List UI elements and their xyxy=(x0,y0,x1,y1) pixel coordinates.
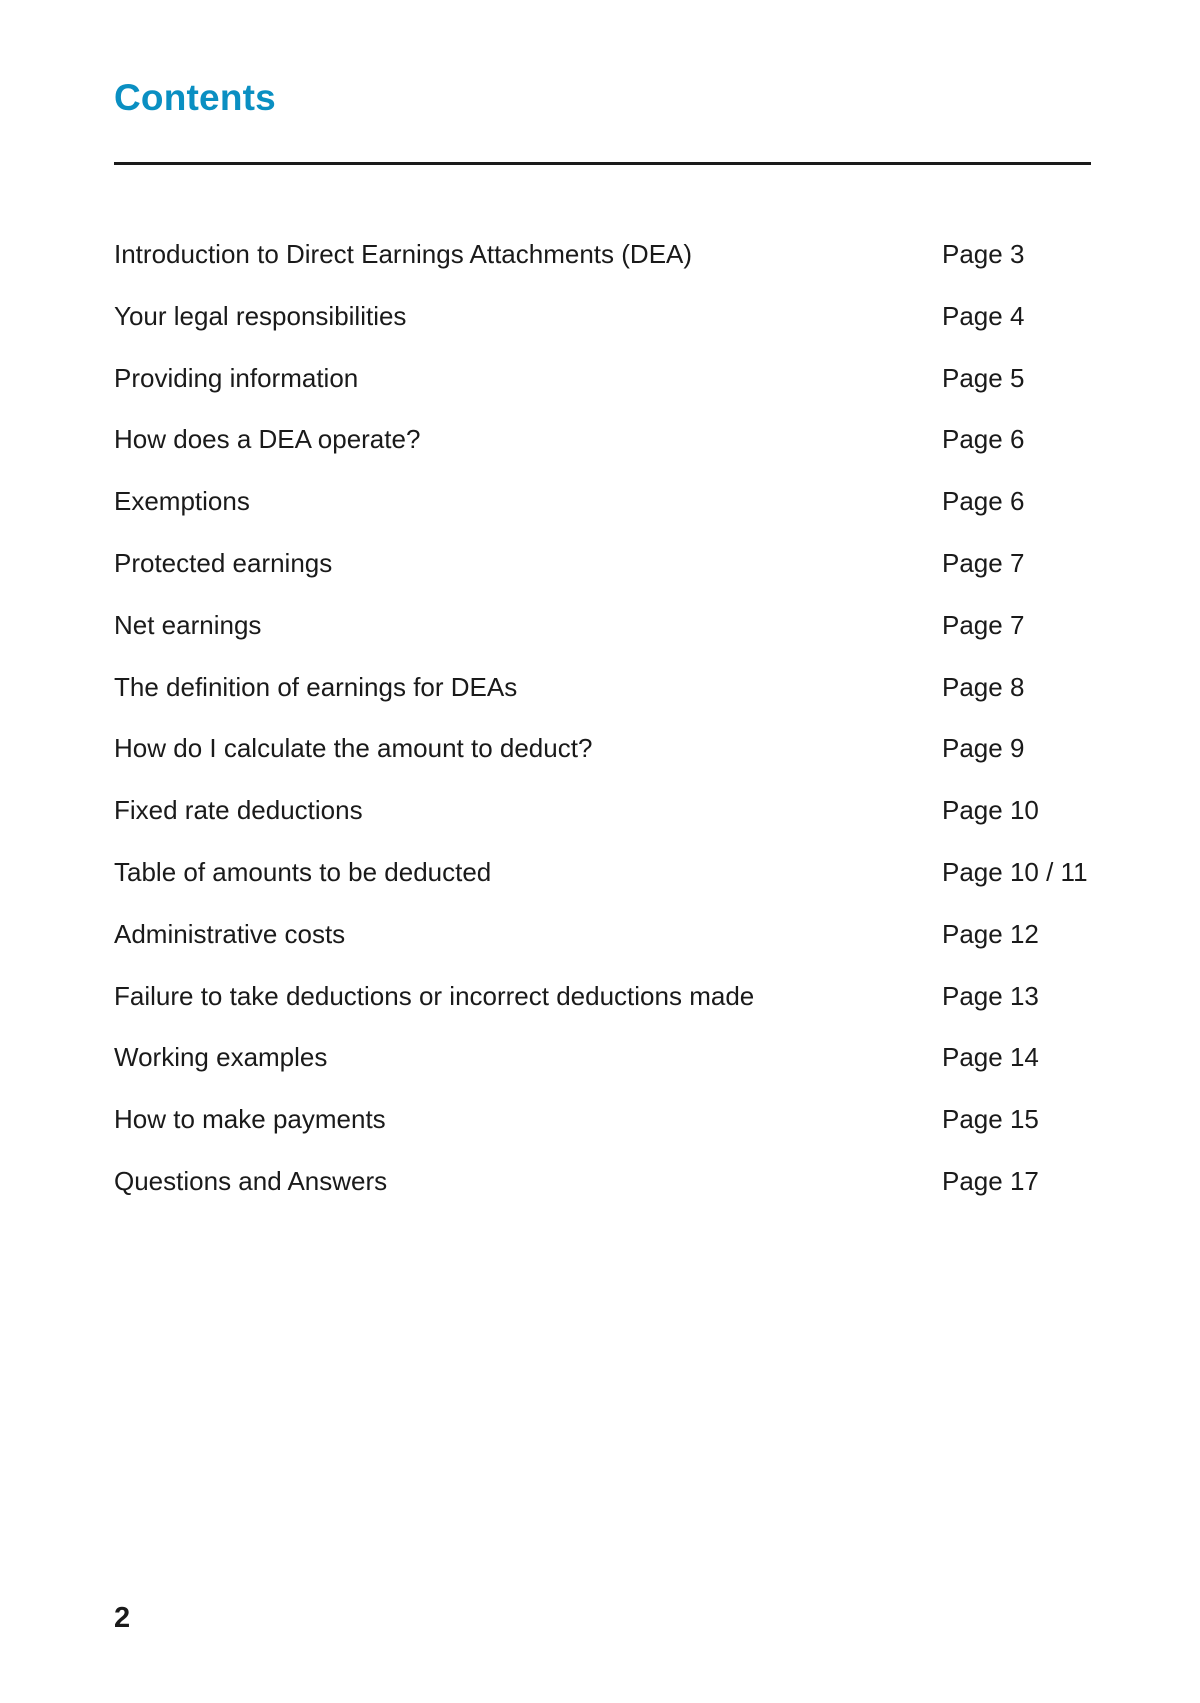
toc-entry xyxy=(114,232,1104,294)
toc-entry-page: Page 6 xyxy=(942,424,1025,455)
toc-entry-title: Questions and Answers xyxy=(114,1165,388,1196)
toc-entry xyxy=(114,974,1104,1036)
table-of-contents xyxy=(114,232,1104,1221)
toc-entry-page: Page 17 xyxy=(942,1165,1039,1196)
title-divider xyxy=(114,162,1091,165)
toc-entry-title: The definition of earnings for DEAs xyxy=(114,671,518,702)
toc-entry-page: Page 3 xyxy=(942,239,1025,269)
toc-entry-page: Page 10 / 11 xyxy=(942,856,1088,887)
toc-entry-page: Page 4 xyxy=(942,300,1025,331)
toc-entry-page: Page 7 xyxy=(942,609,1025,640)
toc-entry-page: Page 13 xyxy=(942,980,1039,1011)
toc-entry-page: Page 9 xyxy=(942,733,1025,764)
toc-entry xyxy=(114,603,1104,665)
toc-entry xyxy=(114,726,1104,788)
toc-entry-title: How to make payments xyxy=(114,1104,386,1135)
toc-entry-title: Introduction to Direct Earnings Attachments (DEA) xyxy=(114,239,693,269)
toc-entry-page: Page 15 xyxy=(942,1104,1039,1135)
toc-entry-page: Page 10 xyxy=(942,795,1039,826)
toc-entry-title: Table of amounts to be deducted xyxy=(114,856,492,887)
toc-entry-title: How does a DEA operate? xyxy=(114,424,421,455)
toc-entry-page: Page 6 xyxy=(942,486,1025,517)
toc-entry-title: How do I calculate the amount to deduct? xyxy=(114,733,593,764)
toc-entry xyxy=(114,1159,1104,1221)
toc-entry xyxy=(114,417,1104,479)
toc-entry xyxy=(114,1097,1104,1159)
toc-entry-page: Page 14 xyxy=(942,1042,1039,1073)
toc-entry xyxy=(114,356,1104,418)
toc-entry-title: Working examples xyxy=(114,1042,328,1073)
toc-entry-title: Your legal responsibilities xyxy=(114,300,407,331)
toc-entry xyxy=(114,912,1104,974)
toc-entry-title: Net earnings xyxy=(114,609,262,640)
toc-entry-title: Failure to take deductions or incorrect deductions made xyxy=(114,980,755,1011)
toc-entry-page: Page 12 xyxy=(942,918,1039,949)
toc-entry-title: Protected earnings xyxy=(114,547,333,578)
toc-entry xyxy=(114,294,1104,356)
page-title: Contents xyxy=(114,77,276,118)
page-number: 2 xyxy=(114,1602,131,1634)
toc-entry-page: Page 7 xyxy=(942,547,1025,578)
toc-entry xyxy=(114,665,1104,727)
toc-entry-page: Page 5 xyxy=(942,362,1025,393)
toc-entry-title: Exemptions xyxy=(114,486,250,517)
toc-entry xyxy=(114,1035,1104,1097)
toc-entry xyxy=(114,541,1104,603)
toc-entry-title: Providing information xyxy=(114,362,359,393)
toc-entry-title: Fixed rate deductions xyxy=(114,795,363,826)
toc-entry-title: Administrative costs xyxy=(114,918,346,949)
toc-entry xyxy=(114,479,1104,541)
toc-entry xyxy=(114,788,1104,850)
toc-entry-page: Page 8 xyxy=(942,671,1025,702)
toc-entry xyxy=(114,850,1104,912)
